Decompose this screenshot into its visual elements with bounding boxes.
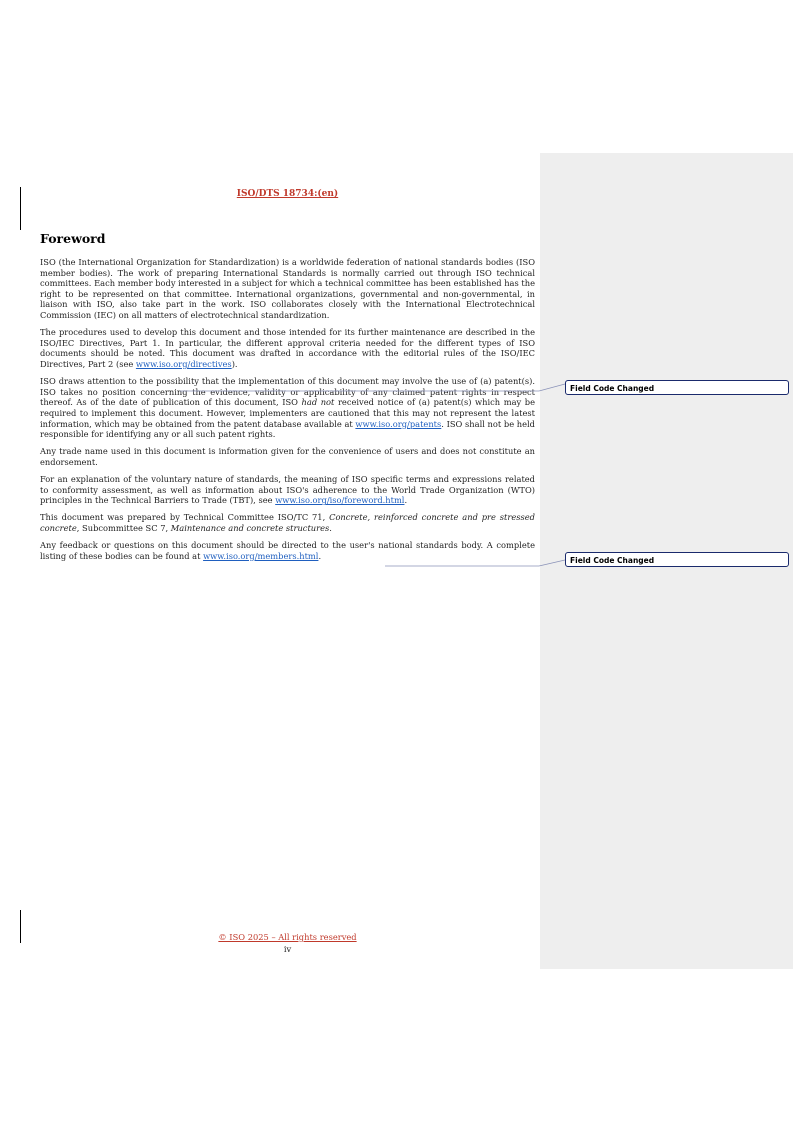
document-id-header: ISO/DTS 18734:(en) [236,189,339,199]
paragraph-trade-name: Any trade name used in this document is information given for the convenience of users and does not constitute an endorsement. [40,446,535,467]
comment-balloon-field-code-2[interactable]: Field Code Changed [565,552,789,567]
link-members[interactable]: www.iso.org/members.html [203,550,319,561]
change-bar-bottom [20,910,21,943]
paragraph-voluntary: For an explanation of the voluntary nature of standards, the meaning of ISO specific terms and expressions related to conformity assessment, as well as information about ISO's adherence to the World Trade Organization (WTO) principles in the Technical Barriers to Trade (TBT), see www.iso.org/iso/foreword.html. [40,474,535,506]
document-body [40,257,535,568]
paragraph-patents: ISO draws attention to the possibility that the implementation of this document may involve the use of (a) patent(s). ISO takes no position concerning the evidence, validity or applicability of any claimed patent rights in respect thereof. As of the date of publication of this document, ISO had not received notice of (a) patent(s) which may be required to implement this document. However, implementers are cautioned that this may not represent the latest information, which may be obtained from the patent database available at www.iso.org/patents. ISO shall not be held responsible for identifying any or all such patent rights. [40,376,535,440]
paragraph-procedures: The procedures used to develop this document and those intended for its further maintenance are described in the ISO/IEC Directives, Part 1. In particular, the different approval criteria needed for the different types of ISO documents should be noted. This document was drafted in accordance with the editorial rules of the ISO/IEC Directives, Part 2 (see www.iso.org/directives). [40,327,535,369]
page-footer [40,931,535,955]
paragraph-organization: ISO (the International Organization for Standardization) is a worldwide federation of national standards bodies (ISO member bodies). The work of preparing International Standards is normally carried out through ISO technical committees. Each member body interested in a subject for which a technical committee has been established has the right to be represented on that committee. International organizations, governmental and non-governmental, in liaison with ISO, also take part in the work. ISO collaborates closely with the International Electrotechnical Commission (IEC) on all matters of electrotechnical standardization. [40,257,535,320]
copyright-notice: © ISO 2025 – All rights reserved [218,932,357,942]
paragraph-feedback: Any feedback or questions on this document should be directed to the user's national standards body. A complete listing of these bodies can be found at www.iso.org/members.html. [40,540,535,561]
comment-balloon-field-code-1[interactable]: Field Code Changed [565,380,789,395]
link-foreword[interactable]: www.iso.org/iso/foreword.html [275,495,405,506]
link-directives[interactable]: www.iso.org/directives [135,358,232,369]
page-number: iv [283,944,292,954]
link-patents[interactable]: www.iso.org/patents [355,418,442,429]
change-bar-top [20,187,21,230]
paragraph-committee: This document was prepared by Technical Committee ISO/TC 71, Concrete, reinforced concrete and pre stressed concrete, Subcommittee SC 7, Maintenance and concrete structures. [40,512,535,534]
page-title: Foreword [40,231,106,246]
